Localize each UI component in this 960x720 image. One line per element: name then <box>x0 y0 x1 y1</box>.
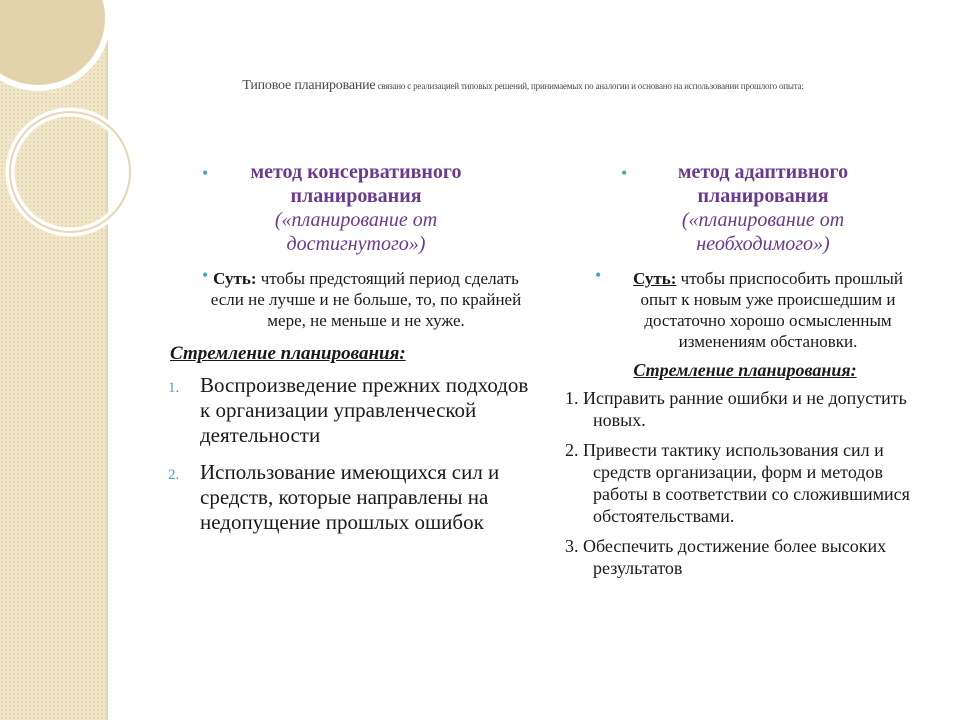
list-item <box>160 460 540 535</box>
method-bullet <box>555 160 935 256</box>
bullet-dot-icon: • <box>202 265 209 285</box>
essence-body: чтобы приспособить прошлый опыт к новым уже происшедшим и достаточно хорошо осмысленным изменениям обстановки. <box>640 269 903 351</box>
method-title <box>160 160 540 256</box>
bullet-dot-icon: • <box>202 163 209 183</box>
conservative-column <box>160 160 540 535</box>
list-item <box>565 439 935 527</box>
list-item-text: 1. Исправить ранние ошибки и не допустить новых. <box>565 388 907 430</box>
list-item-text: 2. Привести тактику использования сил и средств организации, форм и методов работы в соответствии со сложившимися обстоятельствами. <box>565 440 910 526</box>
essence-label: Суть: <box>213 269 257 288</box>
method-subtitle: («планирование от достигнутого») <box>274 209 438 255</box>
essence-label: Суть: <box>633 269 677 288</box>
title-main: Типовое планирование <box>242 78 376 93</box>
bullet-dot-icon: • <box>621 163 628 183</box>
aspiration-heading: Стремление планирования: <box>633 360 857 380</box>
list-item <box>565 387 935 431</box>
list-item <box>160 373 540 448</box>
list-item-text: Воспроизведение прежних подходов к организации управленческой деятельности <box>200 373 529 447</box>
slide-title <box>118 78 928 94</box>
aspiration-list <box>555 387 935 579</box>
bullet-dot-icon: • <box>595 265 602 285</box>
method-title <box>555 160 935 256</box>
aspiration-list <box>160 373 540 535</box>
list-item-text: Использование имеющихся сил и средств, которые направлены на недопущение прошлых ошибок <box>200 460 500 534</box>
method-name: метод консервативного планирования <box>250 161 462 207</box>
method-bullet <box>160 160 540 256</box>
adaptive-column <box>555 160 935 579</box>
aspiration-heading: Стремление планирования: <box>170 343 406 364</box>
list-item <box>565 535 935 579</box>
list-number: 1. <box>168 380 180 396</box>
method-subtitle: («планирование от необходимого») <box>681 209 845 255</box>
method-name: метод адаптивного планирования <box>677 161 849 207</box>
title-rest: связано с реализацией типовых решений, принимаемых по аналогии и основано на использовании прошлого опыта: <box>375 81 804 91</box>
list-number: 2. <box>168 467 180 483</box>
essence-text <box>160 265 540 331</box>
essence-body: чтобы предстоящий период сделать если не лучше и не больше, то, по крайней мере, не меньше и не хуже. <box>210 269 522 330</box>
essence-text <box>555 265 935 352</box>
list-item-text: 3. Обеспечить достижение более высоких результатов <box>565 536 887 578</box>
decorative-circles <box>0 0 160 260</box>
